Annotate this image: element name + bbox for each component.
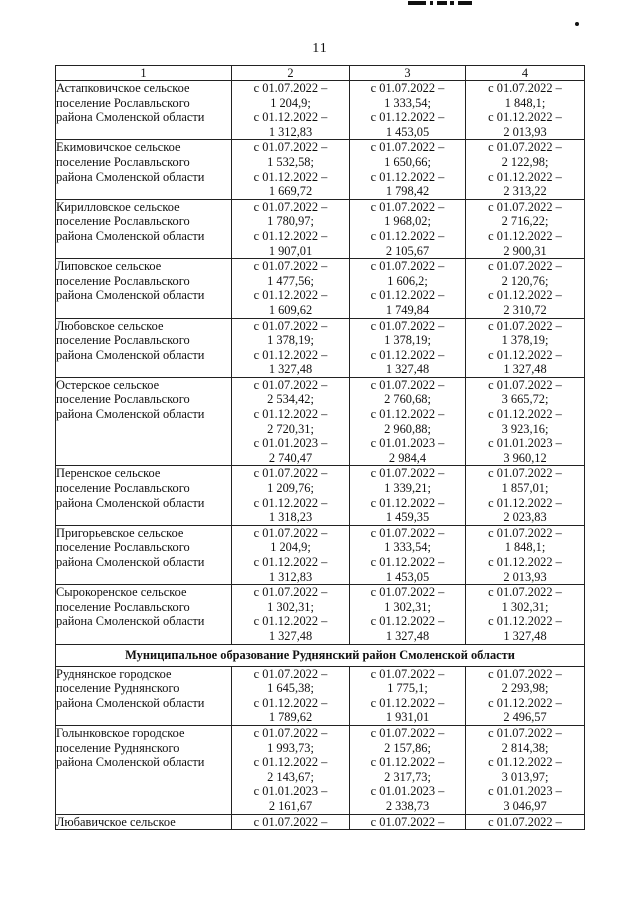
tariff-line: 1 204,9; [270,95,311,110]
tariff-cell-col2 [232,814,350,830]
tariff-line: с 01.12.2022 – [253,110,328,125]
settlement-name-line: района Смоленской области [56,347,205,362]
tariff-line: 3 665,72; [501,392,549,407]
tariff-line: 1 327,48 [385,628,430,643]
tariff-line: 2 157,86; [384,740,431,755]
settlement-name-line: Екимовичское сельское [56,140,181,155]
tariff-line: 2 143,67; [267,769,314,784]
tariff-line: с 01.07.2022 – [370,140,445,155]
tariff-cell-col3 [350,377,466,466]
tariff-line: с 01.07.2022 – [253,259,328,274]
tariff-line: с 01.07.2022 – [370,318,445,333]
tariff-line: с 01.07.2022 – [488,259,562,274]
tariff-line: 1 848,1; [504,95,546,110]
tariff-line: 2 013,93 [503,569,547,584]
tariff-cell-col3 [350,259,466,318]
tariff-line: 2 960,88; [384,421,431,436]
tariff-line: с 01.12.2022 – [370,228,445,243]
tariff-line: с 01.01.2023 – [370,436,445,451]
tariff-line: 1 378,19; [267,333,314,348]
settlement-name-line: Кирилловское сельское [56,199,180,214]
table-row [56,666,585,725]
column-header: 2 [232,66,350,81]
tariff-line: с 01.12.2022 – [253,614,328,629]
tariff-cell-col2 [232,199,350,258]
settlement-name-line: Остерское сельское [56,377,160,392]
tariff-line: 1 931,01 [385,710,430,725]
tariff-line: 1 477,56; [267,273,314,288]
column-header: 4 [466,66,585,81]
tariff-cell-col4 [466,199,585,258]
settlement-name-line: Голынковское городское [56,725,185,740]
tariff-line: 2 900,31 [503,243,547,258]
tariff-cell-col2 [232,81,350,140]
tariff-line: 1 378,19; [384,333,431,348]
settlement-name-line: поселение Рославльского [56,599,190,614]
tariff-line: 1 312,83 [268,124,313,139]
tariff-line: 1 339,21; [384,481,431,496]
tariff-line: 1 780,97; [267,214,314,229]
tariff-cell-col4 [466,814,585,830]
tariff-line: с 01.01.2023 – [488,784,562,799]
tariff-line: 1 857,01; [501,481,549,496]
tariff-line: 1 378,19; [501,333,549,348]
tariff-cell-col3 [350,199,466,258]
tariff-line: с 01.07.2022 – [253,81,328,95]
tariff-line: с 01.07.2022 – [488,377,562,392]
tariff-line: с 01.01.2023 – [488,436,562,451]
settlement-name-line: района Смоленской области [56,495,205,510]
table-row [56,199,585,258]
tariff-line: 1 606,2; [387,273,428,288]
table-row [56,81,585,140]
settlement-name-line: Перенское сельское [56,466,161,481]
tariff-line: 3 923,16; [501,421,549,436]
settlement-name-cell [56,140,232,199]
tariff-line: с 01.12.2022 – [370,407,445,422]
tariff-line: с 01.07.2022 – [488,466,562,481]
tariff-line: с 01.07.2022 – [253,140,328,155]
tariff-line: 1 775,1; [387,681,428,696]
tariff-line: 3 046,97 [503,798,547,813]
tariff-line: с 01.07.2022 – [370,725,445,740]
tariff-line: с 01.12.2022 – [488,495,562,510]
tariff-line: 1 968,02; [384,214,431,229]
tariff-line: с 01.12.2022 – [253,169,328,184]
tariff-cell-col2 [232,725,350,814]
tariff-line: с 01.12.2022 – [488,695,562,710]
tariff-line: 2 161,67 [268,798,313,813]
settlement-name-cell [56,585,232,644]
tariff-line: с 01.07.2022 – [253,525,328,540]
tariff-line: с 01.07.2022 – [370,814,445,829]
scan-speck [575,22,579,26]
settlement-name-line: района Смоленской области [56,407,205,422]
tariff-line: с 01.07.2022 – [370,666,445,681]
section-title: Муниципальное образование Руднянский район Смоленской области [56,644,585,666]
settlement-name-line: поселение Рославльского [56,154,190,169]
tariff-line: с 01.07.2022 – [488,318,562,333]
tariff-line: 2 814,38; [501,740,549,755]
tariff-line: с 01.07.2022 – [488,525,562,540]
tariff-line: 1 312,83 [268,569,313,584]
settlement-name-line: Астапковичское сельское [56,81,190,95]
tariff-line: 1 453,05 [385,569,430,584]
settlement-name-line: поселение Рославльского [56,392,190,407]
tariff-line: с 01.12.2022 – [370,614,445,629]
tariff-cell-col2 [232,585,350,644]
tariff-line: 2 105,67 [385,243,430,258]
tariff-line: 2 023,83 [503,510,547,525]
tariff-line: 1 789,62 [268,710,313,725]
tariff-line: 1 532,58; [267,154,314,169]
settlement-name-cell [56,525,232,584]
settlement-name-cell [56,259,232,318]
tariff-cell-col3 [350,525,466,584]
settlement-name-cell [56,377,232,466]
tariff-line: 1 459,35 [385,510,430,525]
tariff-line: 1 749,84 [385,302,430,317]
tariff-line: с 01.12.2022 – [488,228,562,243]
page-number: 11 [312,41,328,56]
tariff-line: 1 645,38; [267,681,314,696]
settlement-name-cell [56,814,232,830]
tariff-line: с 01.12.2022 – [370,169,445,184]
tariff-line: с 01.07.2022 – [488,725,562,740]
tariff-line: с 01.01.2023 – [370,784,445,799]
table-row [56,725,585,814]
settlement-name-line: района Смоленской области [56,110,205,125]
settlement-name-line: Липовское сельское [56,259,162,274]
tariff-line: с 01.12.2022 – [488,755,562,770]
tariff-cell-col4 [466,725,585,814]
settlement-name-cell [56,666,232,725]
tariff-cell-col2 [232,318,350,377]
tariff-line: с 01.12.2022 – [370,695,445,710]
tariff-line: 2 720,31; [267,421,314,436]
tariff-line: с 01.12.2022 – [488,555,562,569]
tariff-cell-col3 [350,466,466,525]
tariff-cell-col4 [466,318,585,377]
tariff-line: с 01.12.2022 – [370,755,445,770]
tariff-line: с 01.12.2022 – [253,407,328,422]
table-row [56,377,585,466]
scan-artifact [408,0,472,6]
tariff-line: с 01.12.2022 – [488,110,562,125]
tariff-table [55,65,585,830]
tariff-line: с 01.01.2023 – [253,784,328,799]
tariff-cell-col4 [466,666,585,725]
table-row [56,466,585,525]
tariff-line: с 01.07.2022 – [370,525,445,540]
tariff-line: 3 960,12 [503,450,547,465]
settlement-name-line: поселение Рославльского [56,273,190,288]
tariff-line: 1 327,48 [503,628,547,643]
tariff-cell-col4 [466,585,585,644]
tariff-line: 1 302,31; [384,599,431,614]
tariff-cell-col2 [232,525,350,584]
settlement-name-cell [56,318,232,377]
tariff-line: с 01.12.2022 – [488,407,562,422]
tariff-cell-col3 [350,140,466,199]
tariff-line: с 01.12.2022 – [253,288,328,303]
tariff-line: с 01.07.2022 – [370,81,445,95]
tariff-cell-col2 [232,466,350,525]
tariff-line: с 01.12.2022 – [370,347,445,362]
tariff-line: 2 317,73; [384,769,431,784]
tariff-cell-col3 [350,585,466,644]
tariff-line: 1 993,73; [267,740,314,755]
tariff-line: 2 534,42; [267,392,314,407]
column-header: 3 [350,66,466,81]
tariff-line: с 01.07.2022 – [253,666,328,681]
table-row [56,814,585,830]
settlement-name-line: района Смоленской области [56,755,205,770]
settlement-name-line: района Смоленской области [56,614,205,629]
tariff-cell-col4 [466,466,585,525]
table-row [56,259,585,318]
tariff-line: с 01.12.2022 – [370,495,445,510]
settlement-name-line: поселение Рославльского [56,540,190,555]
tariff-line: с 01.01.2023 – [253,436,328,451]
table-row [56,525,585,584]
tariff-line: 2 013,93 [503,124,547,139]
tariff-line: 2 760,68; [384,392,431,407]
tariff-line: 1 302,31; [267,599,314,614]
tariff-line: с 01.12.2022 – [370,110,445,125]
column-header-row [56,66,585,81]
table-row [56,318,585,377]
table-body [56,81,585,830]
settlement-name-line: поселение Рославльского [56,214,190,229]
tariff-line: 1 907,01 [268,243,313,258]
settlement-name-line: Любовское сельское [56,318,164,333]
tariff-line: с 01.07.2022 – [488,666,562,681]
tariff-line: с 01.12.2022 – [488,614,562,629]
tariff-line: с 01.07.2022 – [253,725,328,740]
table-row [56,585,585,644]
settlement-name-line: района Смоленской области [56,288,205,303]
tariff-line: с 01.12.2022 – [253,495,328,510]
tariff-line: с 01.07.2022 – [488,585,562,600]
tariff-line: с 01.12.2022 – [253,755,328,770]
tariff-line: с 01.07.2022 – [370,585,445,600]
tariff-line: 2 740,47 [268,450,313,465]
tariff-line: с 01.07.2022 – [253,199,328,214]
tariff-line: 3 013,97; [501,769,549,784]
tariff-cell-col3 [350,666,466,725]
tariff-cell-col4 [466,525,585,584]
tariff-line: 1 318,23 [268,510,313,525]
tariff-line: 1 453,05 [385,124,430,139]
tariff-line: 1 333,54; [384,95,431,110]
settlement-name-line: поселение Рославльского [56,333,190,348]
tariff-line: 1 204,9; [270,540,311,555]
settlement-name-line: района Смоленской области [56,228,205,243]
tariff-line: 2 984,4 [388,450,427,465]
tariff-cell-col3 [350,81,466,140]
tariff-line: 1 327,48 [503,362,547,377]
tariff-cell-col4 [466,377,585,466]
tariff-line: 1 209,76; [267,481,314,496]
settlement-name-line: Пригорьевское сельское [56,525,184,540]
settlement-name-line: поселение Руднянского [56,740,180,755]
settlement-name-line: Руднянское городское [56,666,172,681]
settlement-name-line: Любавичское сельское [56,814,176,829]
settlement-name-cell [56,466,232,525]
settlement-name-cell [56,725,232,814]
tariff-cell-col4 [466,259,585,318]
tariff-line: 1 327,48 [268,628,313,643]
tariff-line: с 01.07.2022 – [253,466,328,481]
tariff-line: с 01.12.2022 – [488,169,562,184]
tariff-cell-col2 [232,377,350,466]
tariff-line: с 01.07.2022 – [370,466,445,481]
tariff-line: с 01.12.2022 – [253,228,328,243]
settlement-name-line: поселение Рославльского [56,481,190,496]
settlement-name-line: поселение Руднянского [56,681,180,696]
column-header: 1 [56,66,232,81]
tariff-line: с 01.12.2022 – [253,347,328,362]
tariff-line: с 01.07.2022 – [253,814,328,829]
tariff-line: с 01.07.2022 – [253,585,328,600]
settlement-name-line: Сырокоренское сельское [56,585,187,600]
tariff-line: с 01.12.2022 – [370,555,445,569]
tariff-line: с 01.12.2022 – [253,555,328,569]
tariff-line: с 01.12.2022 – [370,288,445,303]
settlement-name-cell [56,81,232,140]
tariff-line: 1 798,42 [385,184,430,199]
tariff-line: с 01.07.2022 – [253,318,328,333]
tariff-cell-col2 [232,259,350,318]
tariff-line: 2 310,72 [503,302,547,317]
settlement-name-cell [56,199,232,258]
tariff-line: с 01.07.2022 – [488,140,562,155]
tariff-cell-col4 [466,81,585,140]
settlement-name-line: поселение Рославльского [56,95,190,110]
tariff-line: 1 650,66; [384,154,431,169]
tariff-cell-col4 [466,140,585,199]
settlement-name-line: района Смоленской области [56,169,205,184]
tariff-cell-col2 [232,140,350,199]
settlement-name-line: района Смоленской области [56,695,205,710]
tariff-line: 1 669,72 [268,184,313,199]
tariff-line: с 01.07.2022 – [488,814,562,829]
tariff-line: с 01.12.2022 – [488,288,562,303]
tariff-line: 2 122,98; [501,154,549,169]
tariff-line: 1 302,31; [501,599,549,614]
table-row [56,140,585,199]
tariff-line: с 01.07.2022 – [370,259,445,274]
tariff-line: 1 609,62 [268,302,313,317]
tariff-line: с 01.07.2022 – [488,199,562,214]
tariff-line: 1 848,1; [504,540,546,555]
tariff-line: с 01.07.2022 – [253,377,328,392]
tariff-line: с 01.12.2022 – [253,695,328,710]
tariff-line: 2 496,57 [503,710,547,725]
tariff-cell-col3 [350,725,466,814]
tariff-cell-col3 [350,814,466,830]
tariff-cell-col3 [350,318,466,377]
tariff-line: 1 333,54; [384,540,431,555]
tariff-line: 2 338,73 [385,798,430,813]
tariff-line: 1 327,48 [385,362,430,377]
tariff-line: с 01.07.2022 – [488,81,562,95]
tariff-cell-col2 [232,666,350,725]
tariff-line: 2 120,76; [501,273,549,288]
tariff-line: 2 716,22; [501,214,549,229]
tariff-line: с 01.07.2022 – [370,377,445,392]
tariff-line: 2 313,22 [503,184,547,199]
section-header-row [56,644,585,666]
settlement-name-line: района Смоленской области [56,555,205,569]
tariff-line: 2 293,98; [501,681,549,696]
tariff-line: с 01.12.2022 – [488,347,562,362]
tariff-line: с 01.07.2022 – [370,199,445,214]
tariff-line: 1 327,48 [268,362,313,377]
